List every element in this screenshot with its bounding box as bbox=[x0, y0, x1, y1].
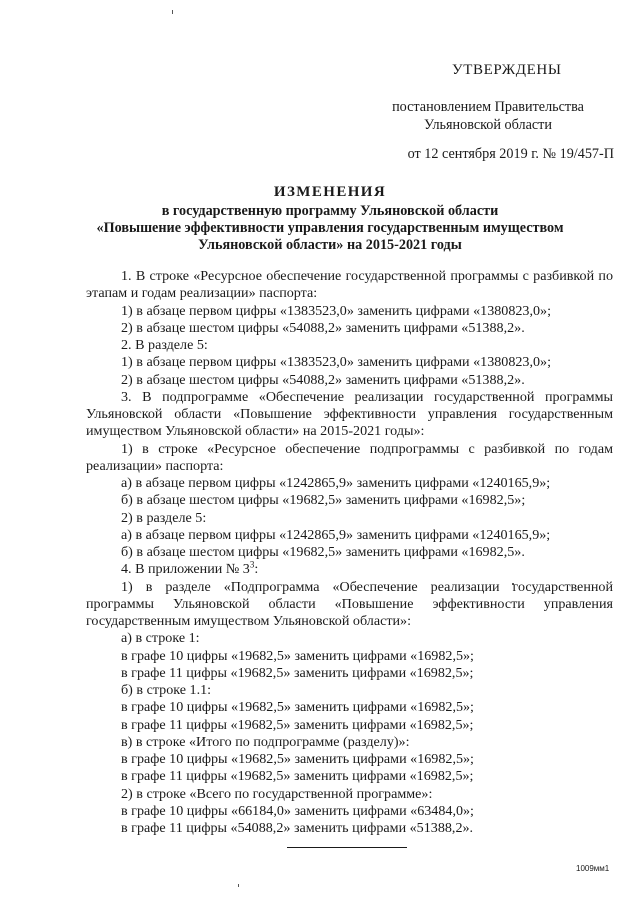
paragraph: в графе 10 цифры «19682,5» заменить цифрами «16982,5»; bbox=[121, 647, 474, 664]
title-line: Ульяновской области» на 2015-2021 годы bbox=[198, 237, 462, 253]
paragraph: в графе 10 цифры «66184,0» заменить цифрами «63484,0»; bbox=[121, 802, 474, 819]
approved-by bbox=[380, 98, 596, 134]
scan-speck bbox=[172, 10, 173, 14]
paragraph: 2) в абзаце шестом цифры «54088,2» заменить цифрами «51388,2». bbox=[121, 371, 525, 388]
approved-stamp-title: УТВЕРЖДЕНЫ bbox=[452, 62, 562, 78]
paragraph: 1) в абзаце первом цифры «1383523,0» заменить цифрами «1380823,0»; bbox=[121, 302, 552, 319]
title-line: в государственную программу Ульяновской области bbox=[161, 203, 499, 219]
paragraph: в графе 10 цифры «19682,5» заменить цифрами «16982,5»; bbox=[121, 699, 474, 716]
title-line: «Повышение эффективности управления государственным имуществом bbox=[96, 220, 564, 236]
paragraph-text: 4. В приложении № 3 bbox=[121, 561, 250, 578]
end-rule bbox=[287, 847, 407, 848]
paragraph: в) в строке «Итого по подпрограмме (разделу)»: bbox=[121, 733, 410, 750]
document-code: 1009мм1 bbox=[576, 864, 610, 873]
approved-by-line: постановлением Правительства bbox=[392, 99, 584, 115]
document-title bbox=[60, 184, 600, 254]
paragraph: 1) в разделе «Подпрограмма «Обеспечение реализации государственной программы Ульяновской области «Повышение эффективности управления государственным имуществом Ульяновской области»: bbox=[86, 578, 613, 629]
paragraph: в графе 11 цифры «19682,5» заменить цифрами «16982,5»; bbox=[121, 716, 474, 733]
paragraph: 2. В разделе 5: bbox=[121, 337, 208, 353]
paragraph: б) в абзаце шестом цифры «19682,5» заменить цифрами «16982,5». bbox=[121, 544, 525, 560]
paragraph: б) в строке 1.1: bbox=[121, 682, 212, 698]
paragraph: б) в абзаце шестом цифры «19682,5» заменить цифрами «16982,5»; bbox=[121, 492, 526, 509]
paragraph: 1) в строке «Ресурсное обеспечение подпрограммы с разбивкой по годам реализации» паспорта: bbox=[86, 440, 613, 474]
paragraph: 3. В подпрограмме «Обеспечение реализации государственной программы Ульяновской области «Повышение эффективности управления государственным имуществом Ульяновской области» на 2015-2021 годы»: bbox=[86, 388, 613, 440]
title-main: ИЗМЕНЕНИЯ bbox=[273, 184, 387, 200]
approved-by-line: Ульяновской области bbox=[424, 117, 552, 133]
superscript: 3 bbox=[249, 559, 255, 570]
paragraph-text: : bbox=[254, 561, 259, 578]
approved-date: от 12 сентября 2019 г. № 19/457-П bbox=[407, 146, 614, 162]
paragraph bbox=[86, 561, 613, 578]
paragraph: а) в абзаце первом цифры «1242865,9» заменить цифрами «1240165,9»; bbox=[121, 526, 551, 543]
paragraph: 1) в абзаце первом цифры «1383523,0» заменить цифрами «1380823,0»; bbox=[121, 354, 552, 371]
paragraph: в графе 10 цифры «19682,5» заменить цифрами «16982,5»; bbox=[121, 751, 474, 767]
scan-speck bbox=[238, 884, 239, 887]
paragraph: 2) в разделе 5: bbox=[121, 509, 207, 526]
paragraph: в графе 11 цифры «19682,5» заменить цифрами «16982,5»; bbox=[121, 664, 474, 681]
paragraph: а) в абзаце первом цифры «1242865,9» заменить цифрами «1240165,9»; bbox=[121, 475, 551, 491]
paragraph: в графе 11 цифры «19682,5» заменить цифрами «16982,5»; bbox=[121, 768, 474, 785]
paragraph: 2) в абзаце шестом цифры «54088,2» заменить цифрами «51388,2». bbox=[121, 319, 525, 336]
paragraph: 1. В строке «Ресурсное обеспечение государственной программы с разбивкой по этапам и годам реализации» паспорта: bbox=[86, 268, 613, 302]
paragraph: а) в строке 1: bbox=[121, 630, 200, 647]
paragraph: 2) в строке «Всего по государственной программе»: bbox=[121, 785, 433, 802]
paragraph: в графе 11 цифры «54088,2» заменить цифрами «51388,2». bbox=[121, 820, 474, 836]
document-body bbox=[86, 268, 613, 837]
